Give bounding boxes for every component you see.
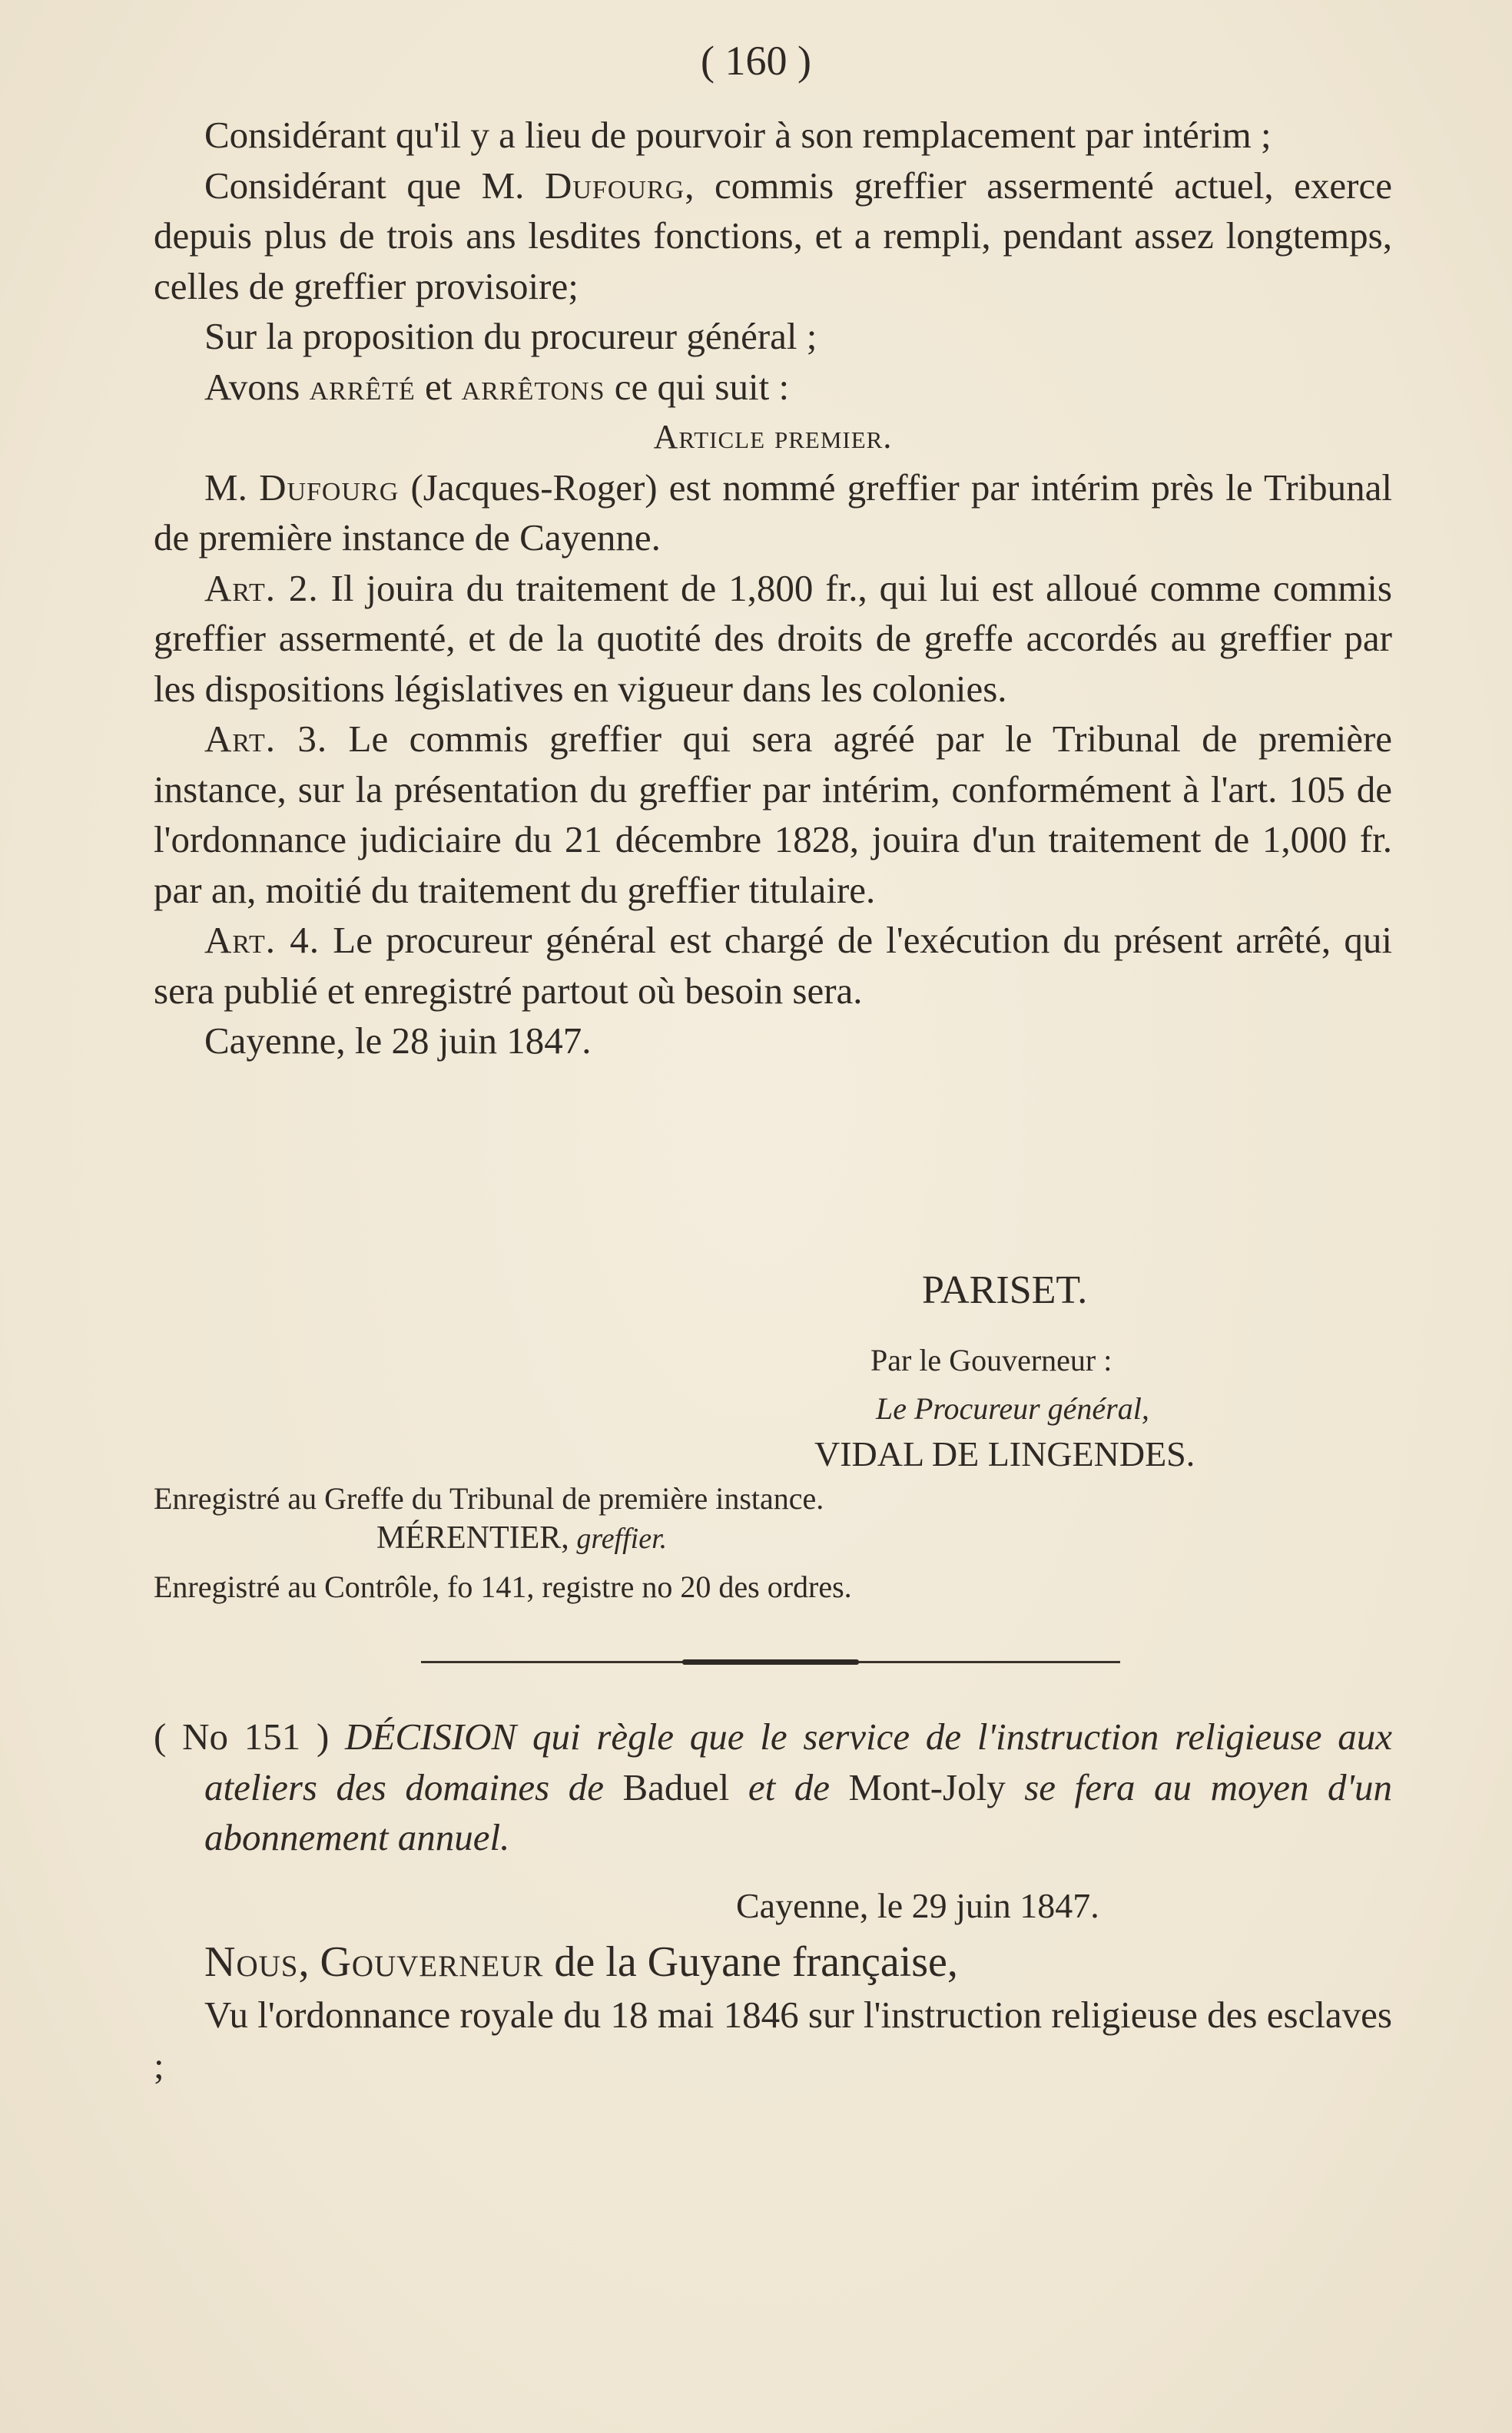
paragraph-avons-arrete [154,362,1392,413]
enregistrement-controle: Enregistré au Contrôle, fo 141, registre no 20 des ordres. [154,1570,852,1604]
decision-body [154,1934,1392,2090]
paragraph-remplacement: Considérant qu'il y a lieu de pourvoir à son remplacement par intérim ; [204,114,1272,156]
paragraph-article-3 [154,714,1392,915]
text-segment: arrêté [309,365,416,408]
signature-vidal: VIDAL DE LINGENDES. [814,1434,1195,1473]
decision-date: Cayenne, le 29 juin 1847. [736,1886,1099,1925]
text-segment: se fera au moyen d'un abonnement annuel. [204,1765,1392,1858]
text-segment: Le procureur général est chargé de l'exécution du présent arrêté, qui sera publié et enregistré partout où besoin sera. [154,919,1392,1012]
text-segment: , commis greffier assermenté actuel, exerce depuis plus de trois ans lesdites fonctions, et a rempli, pendant assez longtemps, celles de greffier provisoire; [154,164,1392,307]
text-segment: M. [204,466,260,509]
greffier-title: greffier. [569,1523,668,1555]
text-segment: Avons [204,365,310,408]
greffier-signature [376,1520,667,1556]
text-segment: Gouverneur [320,1938,544,1986]
date-line: Cayenne, le 28 juin 1847. [204,1019,592,1062]
decision-block [154,1712,1392,1863]
text-segment: DÉCISION [345,1715,517,1758]
paragraph-proposition: Sur la proposition du procureur général ; [204,315,817,357]
text-segment: Mont-Joly [848,1765,1006,1808]
paragraph-vu-ordonnance: Vu l'ordonnance royale du 18 mai 1846 sur l'instruction religieuse des esclaves ; [154,1994,1392,2087]
text-segment: de la Guyane française, [543,1938,958,1986]
paragraph-article-2 [154,563,1392,714]
text-segment: Le commis greffier qui sera agréé par le Tribunal de première instance, sur la présentation du greffier par intérim, conformément à l'art. 105 de l'ordonnance judiciaire du 21 décembre 1828, jouira d'un traitement de 1,000 fr. par an, moitié du traitement du greffier titulaire. [154,718,1393,911]
paragraph-article-1 [154,462,1392,563]
decree-body [154,110,1392,1066]
article-label: Art. 4. [204,919,320,961]
paragraph-considerant-dufourg [154,161,1392,312]
enregistrement-greffe: Enregistré au Greffe du Tribunal de première instance. [154,1481,824,1516]
text-segment: et [415,365,462,408]
page-number: ( 160 ) [701,38,811,84]
greffier-name: MÉRENTIER, [376,1520,569,1556]
person-name: Dufourg [259,466,400,509]
procureur-title: Le Procureur général, [876,1391,1149,1426]
text-segment: Il jouira du traitement de 1,800 fr., qui lui est alloué comme commis greffier assermenté, et de la quotité des droits de greffe accordés au greffier par les dispositions législatives en vigueur dans les colonies. [154,566,1392,710]
text-segment: (Jacques-Roger) est nommé greffier par intérim près le Tribunal de première instance de Cayenne. [154,466,1393,559]
text-segment: Nous [204,1938,299,1986]
article-label: Art. 3. [204,718,328,760]
decision-number: ( No 151 ) [154,1715,330,1758]
text-segment: qui règle que le service de l'instruction religieuse aux ateliers des domaines de [204,1715,1392,1808]
article-label: Art. 2. [204,566,319,609]
section-divider [421,1661,1120,1663]
text-segment: et de [729,1765,849,1808]
nous-gouverneur [154,1934,1392,1990]
par-le-gouverneur: Par le Gouverneur : [870,1343,1112,1377]
text-segment: , [298,1938,320,1986]
signature-pariset: PARISET. [922,1268,1088,1312]
person-name: Dufourg [544,164,685,207]
paragraph-article-4 [154,915,1392,1016]
decision-title [154,1712,1392,1863]
text-segment: Considérant que M. [204,164,545,207]
text-segment: ce qui suit : [605,365,790,408]
article-heading: Article premier. [653,418,893,456]
text-segment: arrêtons [461,365,605,408]
text-segment: Baduel [622,1765,730,1808]
